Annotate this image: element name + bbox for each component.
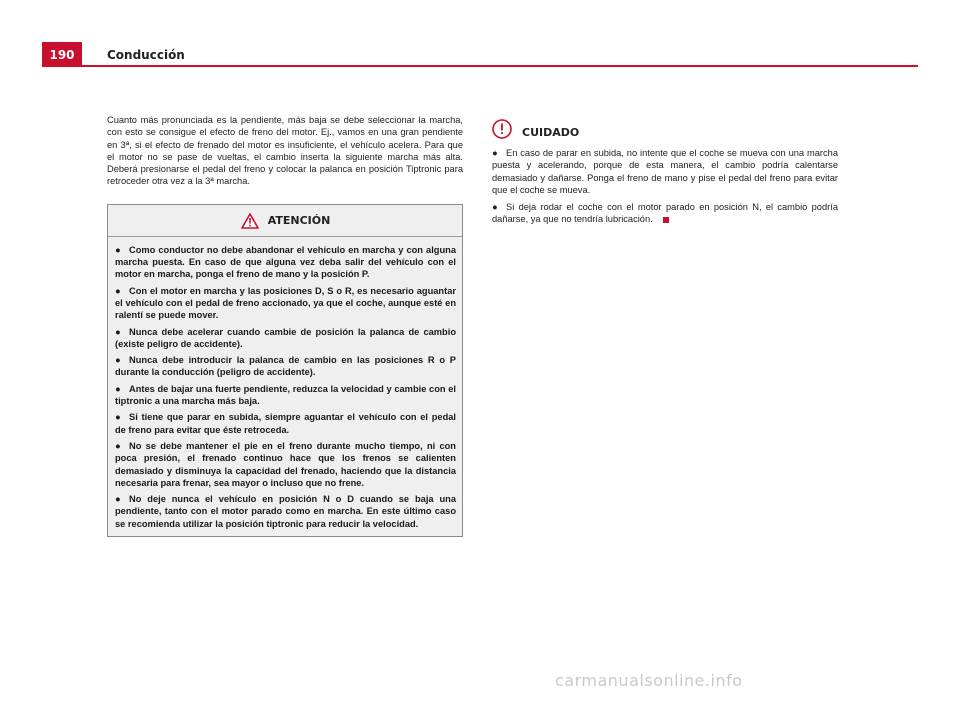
warning-box bbox=[107, 204, 463, 537]
warning-item: ● Antes de bajar una fuerte pendiente, reduzca la velocidad y cambie con el tiptronic a una marcha más baja. bbox=[115, 383, 456, 407]
warning-title: ATENCIÓN bbox=[267, 214, 331, 228]
caution-title: CUIDADO bbox=[522, 126, 580, 139]
left-column bbox=[107, 114, 463, 537]
chapter-title: Conducción bbox=[107, 48, 185, 62]
watermark: carmanualsonline.info bbox=[555, 671, 743, 690]
warning-item: ● Nunca debe introducir la palanca de cambio en las posiciones R o P durante la conducción (peligro de accidente). bbox=[115, 355, 456, 378]
section-end-marker bbox=[663, 217, 669, 223]
warning-triangle-icon bbox=[241, 213, 259, 229]
caution-exclamation-icon bbox=[492, 119, 512, 139]
page-number: 190 bbox=[42, 42, 82, 67]
warning-item: ● Si tiene que parar en subida, siempre aguantar el vehículo con el pedal de freno para evitar que éste retroceda. bbox=[115, 412, 456, 435]
caution-item: ● En caso de parar en subida, no intente que el coche se mueva con una marcha puesta y acelerando, porque de esta manera, el cambio podría calentarse demasiado y dañarse. Ponga el freno de mano y pise el pedal del freno para evitar que el coche se mueva. bbox=[492, 148, 838, 195]
warning-item: ● Nunca debe acelerar cuando cambie de posición la palanca de cambio (existe peligro de accidente). bbox=[115, 326, 456, 349]
right-column bbox=[492, 118, 838, 231]
warning-item: ● Como conductor no debe abandonar el vehículo en marcha y con alguna marcha puesta. En caso de que alguna vez deba salir del vehículo con el motor en marcha, ponga el freno de mano y la posición P. bbox=[115, 244, 456, 280]
warning-item: ● No deje nunca el vehículo en posición N o D cuando se baja una pendiente, tanto con el motor parado como en marcha. En este último caso se recomienda utilizar la posición tiptronic para reducir la velocidad. bbox=[115, 494, 456, 529]
warning-header bbox=[115, 213, 456, 229]
warning-item: ● Con el motor en marcha y las posiciones D, S o R, es necesario aguantar el vehículo con el pedal de freno accionado, ya que el coche, aunque esté en ralentí se puede mover. bbox=[115, 285, 456, 321]
warning-item: ● No se debe mantener el pie en el freno durante mucho tiempo, ni con poca presión, el frenado continuo hace que los frenos se calienten demasiado y disminuya la capacidad del frenado, haciendo que la distancia necesaria para frenar, sea mayor o incluso que no frene. bbox=[115, 440, 456, 488]
warning-divider bbox=[108, 236, 462, 237]
caution-item: ● Si deja rodar el coche con el motor parado en posición N, el cambio podría dañarse, ya que no tendría lubricación. bbox=[492, 202, 838, 225]
caution-header bbox=[492, 118, 838, 139]
header-rule bbox=[42, 65, 918, 67]
intro-paragraph: Cuanto más pronunciada es la pendiente, más baja se debe seleccionar la marcha, con esto se consigue el efecto de freno del motor. Ej., vamos en una gran pendiente en 3ª, si el efecto de frenado del motor es insuficiente, el vehículo acelera. Para que el motor no se pase de vueltas, el cambio inserta la siguiente marcha más alta. Deberá presionarse el pedal del freno y colocar la palanca en posición Tiptronic para retroceder otra vez a la 3ª marcha. bbox=[107, 115, 463, 187]
